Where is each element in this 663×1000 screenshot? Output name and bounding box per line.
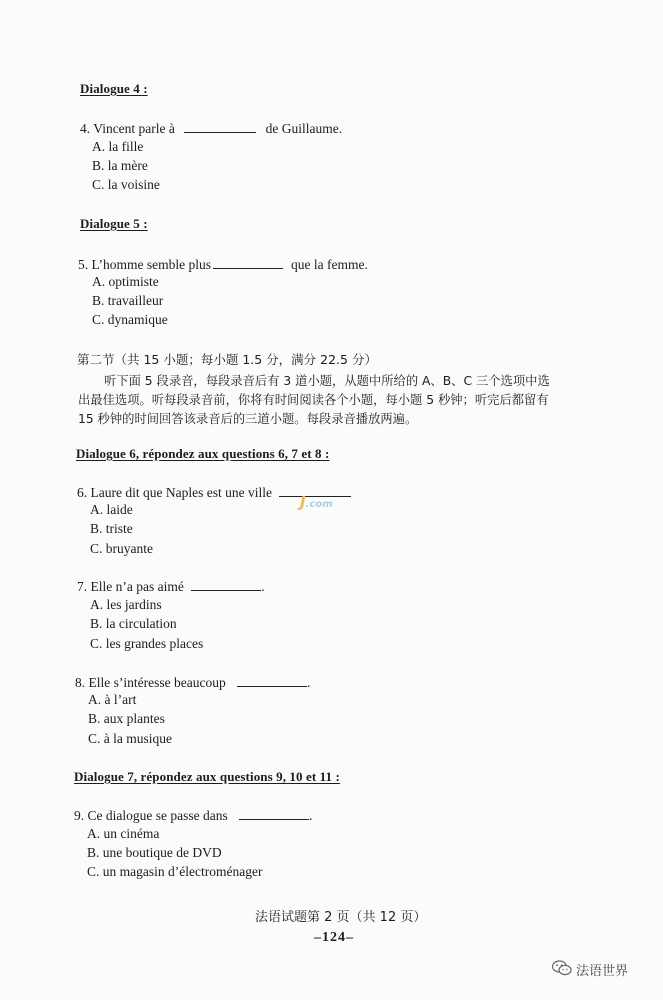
option-4b: B. la mère — [92, 158, 148, 173]
answer-blank — [239, 807, 309, 820]
question-5-tail: que la femme. — [291, 257, 368, 272]
wechat-icon — [552, 960, 572, 976]
answer-blank — [184, 120, 256, 133]
question-8-tail: . — [307, 675, 311, 690]
dialogue-4-header: Dialogue 4 : — [80, 81, 148, 96]
question-9-tail: . — [309, 808, 313, 823]
question-5 — [78, 256, 368, 273]
question-9 — [74, 807, 312, 824]
option-7b: B. la circulation — [90, 616, 177, 631]
question-9-text: 9. Ce dialogue se passe dans — [74, 808, 228, 823]
question-6-text: 6. Laure dit que Naples est une ville — [77, 485, 272, 500]
option-9c: C. un magasin d’électroménager — [87, 864, 263, 879]
option-8a: A. à l’art — [88, 692, 137, 707]
option-7c: C. les grandes places — [90, 636, 204, 651]
question-7-tail: . — [261, 579, 265, 594]
section-2-instructions-line-2: 出最佳选项。听每段录音前，你将有时间阅读各个小题，每小题 5 秒钟；听完后都留有 — [78, 393, 549, 407]
answer-blank — [237, 674, 307, 687]
question-8 — [75, 674, 310, 691]
option-4c: C. la voisine — [92, 177, 160, 192]
option-6c: C. bruyante — [90, 541, 153, 556]
option-5a: A. optimiste — [92, 274, 159, 289]
option-5c: C. dynamique — [92, 312, 168, 327]
section-2-instructions-line-1: 听下面 5 段录音，每段录音后有 3 道小题，从题中所给的 A、B、C 三个选项中选 — [104, 374, 550, 388]
wechat-account-name: 法语世界 — [576, 964, 629, 979]
section-2-title: 第二节（共 15 小题；每小题 1.5 分，满分 22.5 分） — [77, 352, 377, 367]
page-caption: 法语试题第 2 页（共 12 页） — [255, 910, 427, 925]
question-5-text: 5. L’homme semble plus — [78, 257, 211, 272]
dialogue-5-header: Dialogue 5 : — [80, 216, 148, 231]
question-7-line — [77, 578, 265, 595]
question-7-text: 7. Elle n’a pas aimé — [77, 579, 184, 594]
page-number: –124– — [314, 930, 354, 945]
option-9b: B. une boutique de DVD — [87, 845, 222, 860]
watermark-logo: J.com — [300, 493, 333, 511]
question-8-text: 8. Elle s’intéresse beaucoup — [75, 675, 226, 690]
option-8c: C. à la musique — [88, 731, 172, 746]
dialogue-6-header: Dialogue 6, répondez aux questions 6, 7 et 8 : — [76, 446, 330, 461]
question-4-tail: de Guillaume. — [265, 121, 343, 136]
option-6a: A. laide — [90, 502, 133, 517]
option-9a: A. un cinéma — [87, 826, 160, 841]
answer-blank — [213, 256, 283, 269]
option-4a: A. la fille — [92, 139, 144, 154]
dialogue-7-header: Dialogue 7, répondez aux questions 9, 10 et 11 : — [74, 769, 340, 784]
option-5b: B. travailleur — [92, 293, 164, 308]
answer-blank — [191, 578, 261, 591]
question-4 — [80, 120, 342, 137]
section-2-instructions-line-3: 15 秒钟的时间回答该录音后的三道小题。每段录音播放两遍。 — [78, 412, 418, 426]
question-4-text: 4. Vincent parle à — [80, 121, 175, 136]
option-7a: A. les jardins — [90, 597, 162, 612]
option-8b: B. aux plantes — [88, 711, 165, 726]
option-6b: B. triste — [90, 521, 133, 536]
